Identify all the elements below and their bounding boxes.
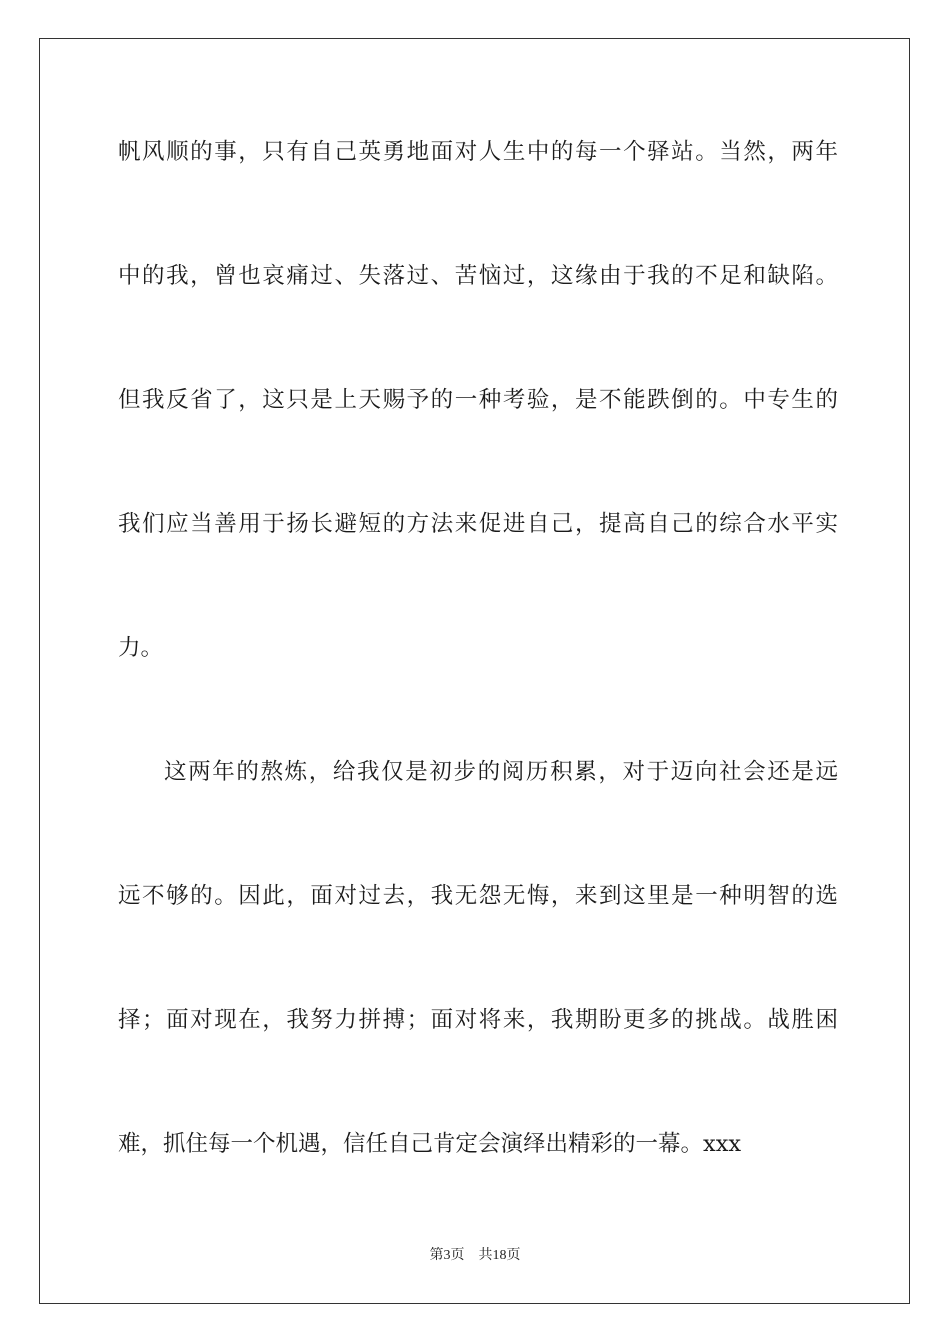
- page-footer: [0, 1246, 950, 1266]
- paragraph-line-1: 帆风顺的事，只有自己英勇地面对人生中的每一个驿站。当然，两年: [118, 139, 838, 165]
- paragraph-line-9: 难，抓住每一个机遇，信任自己肯定会演绎出精彩的一幕。xxx: [118, 1131, 742, 1157]
- page-border: [39, 38, 910, 1304]
- paragraph-line-4: 我们应当善用于扬长避短的方法来促进自己，提高自己的综合水平实: [118, 511, 838, 537]
- total-pages: 共18页: [478, 1248, 521, 1263]
- paragraph-line-7: 远不够的。因此，面对过去，我无怨无悔，来到这里是一种明智的选: [118, 883, 838, 909]
- page-number: 第3页: [429, 1248, 465, 1263]
- paragraph-line-3: 但我反省了，这只是上天赐予的一种考验，是不能跌倒的。中专生的: [118, 387, 838, 413]
- paragraph-line-6: 这两年的熬炼，给我仅是初步的阅历积累，对于迈向社会还是远: [164, 759, 838, 785]
- paragraph-line-8: 择；面对现在，我努力拼搏；面对将来，我期盼更多的挑战。战胜困: [118, 1007, 838, 1033]
- paragraph-line-5: 力。: [118, 635, 164, 661]
- paragraph-line-2: 中的我，曾也哀痛过、失落过、苦恼过，这缘由于我的不足和缺陷。: [118, 263, 838, 289]
